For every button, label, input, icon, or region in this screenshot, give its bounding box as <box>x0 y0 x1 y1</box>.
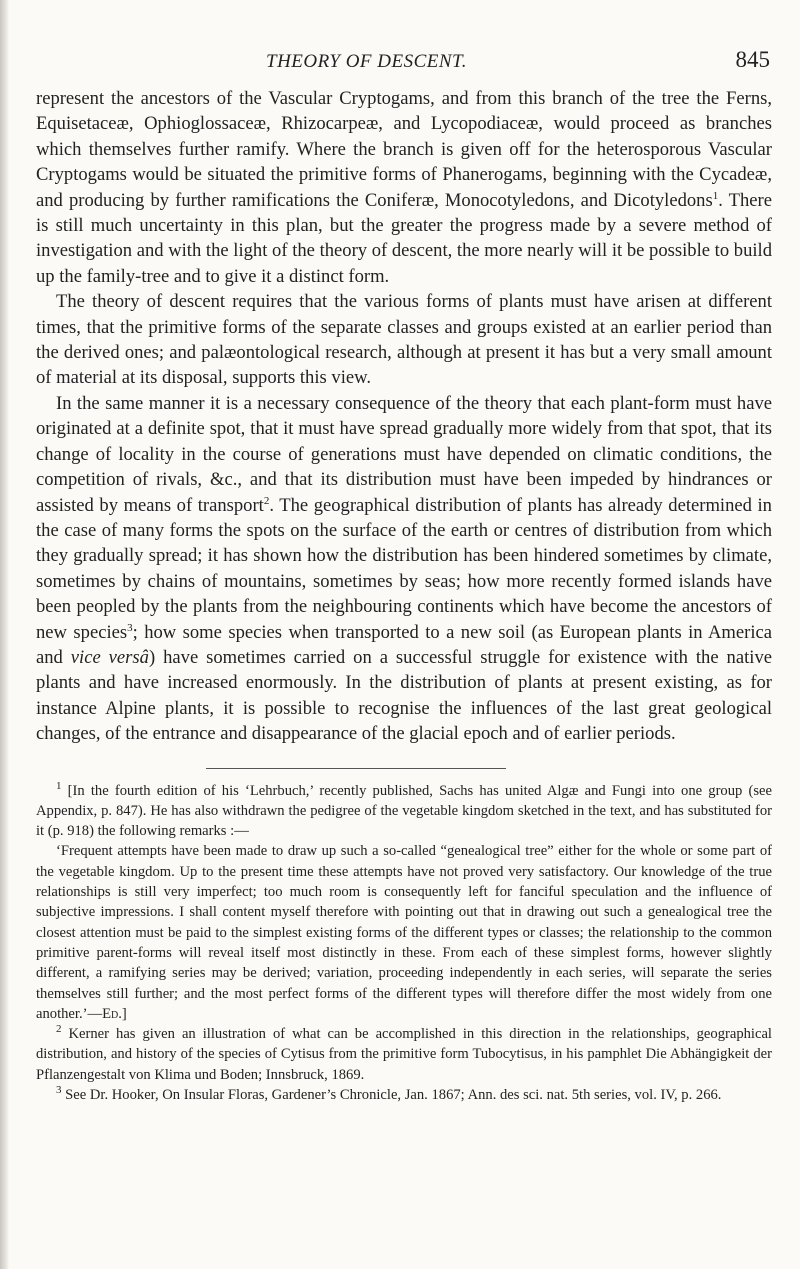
footnote-1-marker: 1 <box>56 779 62 792</box>
body-text <box>36 86 772 747</box>
footnote-3-text: See Dr. Hooker, On Insular Floras, Gardener’s Chronicle, Jan. 1867; Ann. des sci. nat. 5th series, vol. IV, p. 266. <box>61 1087 722 1104</box>
paragraph-3-text-b: . The geographical distribution of plants has already determined in the case of many forms the spots on the surface of the earth or centres of distribution from which they gradually spread; it has shown how the distribution has been hindered sometimes by climate, sometimes by chains of mountains, sometimes by seas; how more recently formed islands have been peopled by the plants from the neighbouring continents which have become the ancestors of new species <box>36 494 772 643</box>
footnote-ref-3: 3 <box>127 621 133 634</box>
paragraph-3-text-a: In the same manner it is a necessary consequence of the theory that each plant-form must have originated at a definite spot, that it must have spread gradually more widely from that spot, that its change of locality in the course of generations must have depended on climatic conditions, the competition of rivals, &c., and that its distribution must have been impeded by hindrances or assisted by means of transport <box>36 392 772 516</box>
footnote-1-quote <box>36 841 772 1024</box>
italic-phrase: vice versâ <box>70 646 149 668</box>
running-title: THEORY OF DESCENT. <box>266 51 467 72</box>
book-page <box>36 0 772 1105</box>
footnote-1 <box>36 781 772 842</box>
footnote-1-text: [In the fourth edition of his ‘Lehrbuch,’ recently published, Sachs has united Algæ and Fungi into one group (see Appendix, p. 847). He has also withdrawn the pedigree of the vegetable kingdom sketched in the text, and has substituted for it (p. 918) the following remarks :— <box>36 782 772 840</box>
paragraph-1-text-b: . There is still much uncertainty in this plan, but the greater the progress made by a severe method of investigation and with the light of the theory of descent, the more nearly will it be possible to build up the family-tree and to give it a distinct form. <box>36 189 772 287</box>
footnotes <box>36 781 772 1106</box>
paragraph-2: The theory of descent requires that the various forms of plants must have arisen at different times, that the primitive forms of the separate classes and groups existed at an earlier period than the derived ones; and palæontological research, although at present it has but a very small amount of material at its disposal, supports this view. <box>36 291 772 389</box>
book-spine-shadow <box>0 0 9 1269</box>
footnote-2-text: Kerner has given an illustration of what can be accomplished in this direction in the relationships, geographical distribution, and history of the species of Cytisus from the primitive form Tubocytisus, in his pamphlet Die Abhängigkeit der Pflanzengestalt von Klima und Boden; Innsbruck, 1869. <box>36 1026 772 1083</box>
page-number: 845 <box>735 47 770 72</box>
footnote-divider <box>206 768 506 769</box>
paragraph-1 <box>36 86 772 289</box>
footnote-1-quote-text: ‘Frequent attempts have been made to draw up such a so-called “genealogical tree” either for the whole or some part of the vegetable kingdom. Up to the present time these attempts have not proved very satisfactory. Our knowledge of the true relationships is still very imperfect; too much room is consequently left for fanciful speculation and the influence of subjective impressions. I shall content myself therefore with pointing out that in drawing out such a genealogical tree the closest attention must be paid to the simplest existing forms of the different types or classes; the relationship to the common primitive parent-forms will reveal itself most distinctly in these. From each of these simplest forms, however slightly different, a ramifying series may be derived; variation, proceeding independently in each series, will separate the series themselves still further; and the most perfect forms of the different types will therefore differ the most widely from one another.’— <box>36 843 772 1022</box>
footnote-2 <box>36 1024 772 1085</box>
paragraph-3-text-d: ) have sometimes carried on a successful struggle for existence with the native plants and have increased enormously. In the distribution of plants at present existing, as for instance Alpine plants, it is possible to recognise the influences of the last great geological changes, of the entrance and disappearance of the glacial epoch and of earlier periods. <box>36 646 772 745</box>
editor-mark: Ed. <box>102 1005 122 1022</box>
footnote-ref-1: 1 <box>712 189 719 202</box>
footnote-3-marker: 3 <box>56 1084 62 1097</box>
paragraph-3 <box>36 391 772 747</box>
footnote-2-marker: 2 <box>56 1023 62 1036</box>
footnote-3 <box>36 1085 772 1105</box>
paragraph-3-text-c: ; how some species when transported to a new soil (as European plants in America and <box>36 621 772 668</box>
page-header <box>36 0 772 86</box>
footnote-ref-2: 2 <box>263 494 270 507</box>
paragraph-1-text-a: represent the ancestors of the Vascular Cryptogams, and from this branch of the tree the Ferns, Equisetaceæ, Ophioglossaceæ, Rhizocarpeæ, and Lycopodiaceæ, would proceed as branches which themselves further ramify. Where the branch is given off for the heterosporous Vascular Cryptogams would be situated the primitive forms of Phanerogams, beginning with the Cycadeæ, and producing by further ramifications the Coniferæ, Monocotyledons, and Dicotyledons <box>36 88 772 211</box>
footnote-1-close: ] <box>121 1005 127 1022</box>
